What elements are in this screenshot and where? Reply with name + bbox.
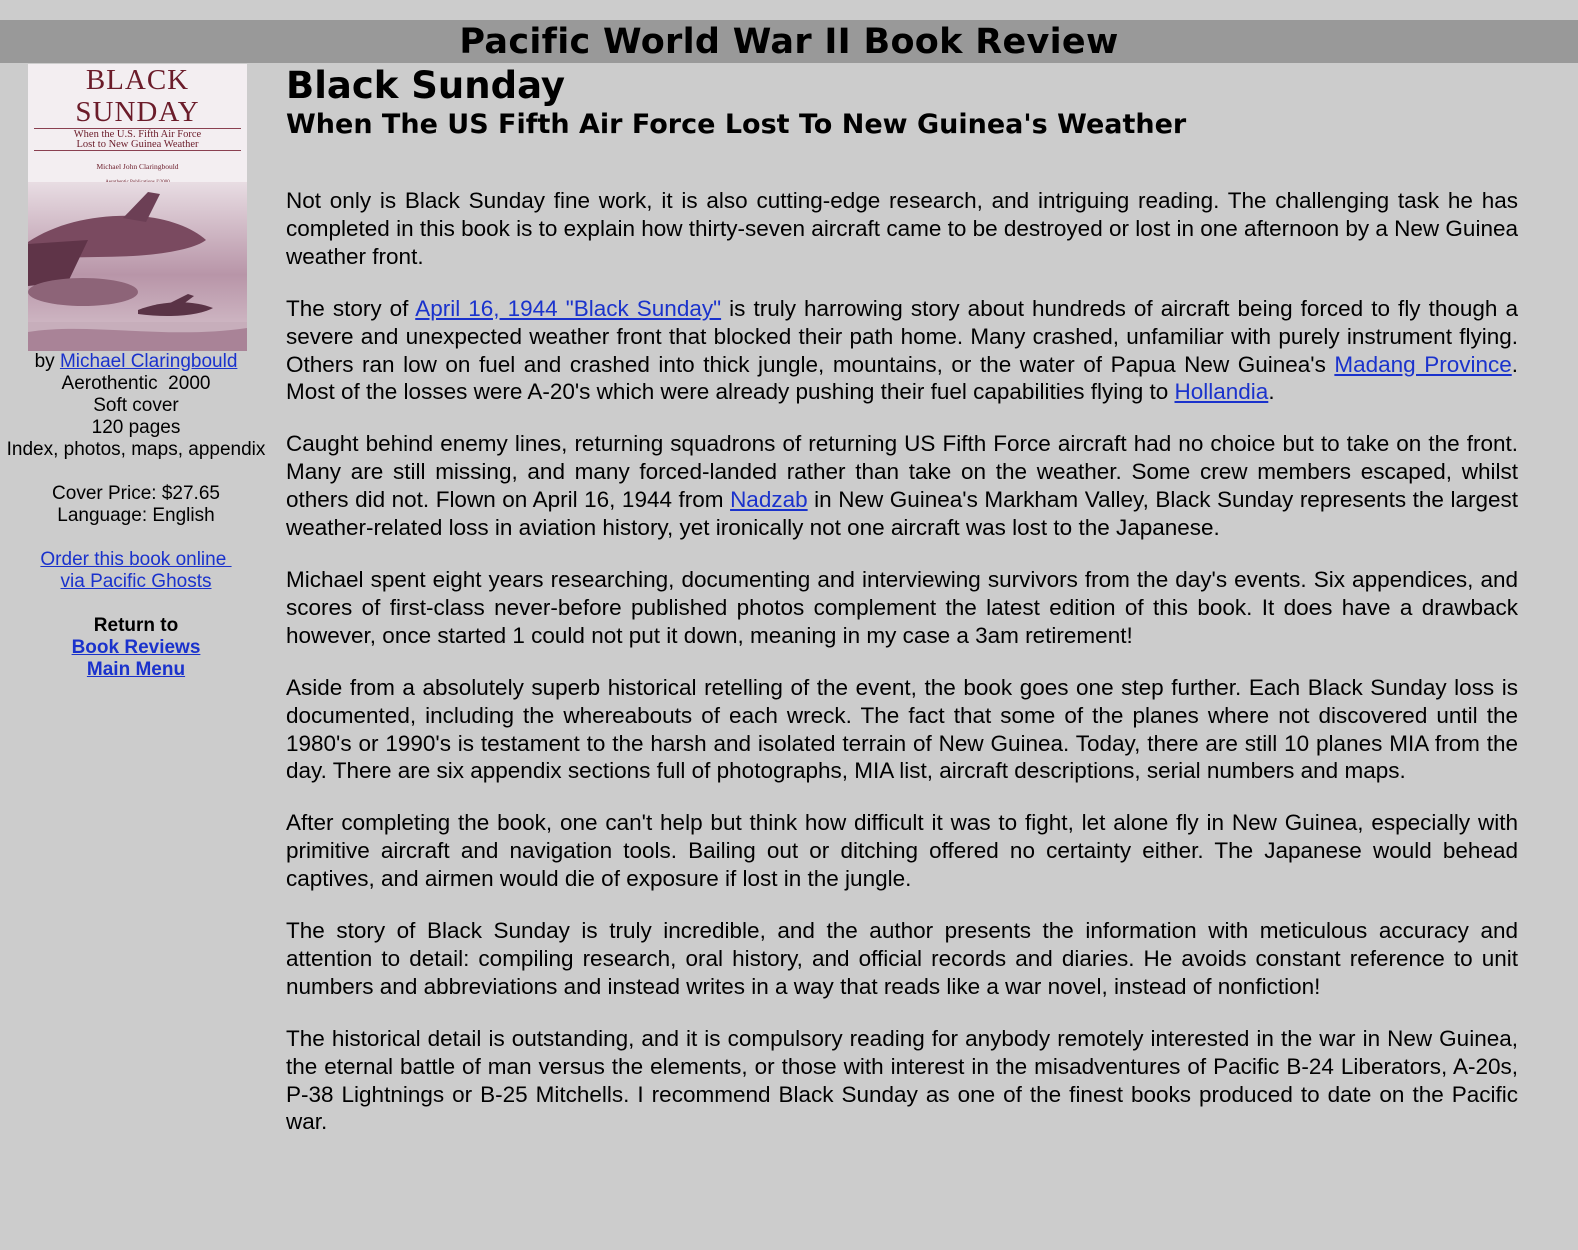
cover-subtitle	[28, 130, 247, 150]
cover-title-line2: SUNDAY	[75, 96, 200, 128]
cover-subtitle-line2: Lost to New Guinea Weather	[76, 139, 199, 150]
review-paragraph-7: The story of Black Sunday is truly incredible, and the author presents the information with meticulous accuracy and attention to detail: compiling research, oral history, and official records and diaries. He avoids constant reference to unit numbers and abbreviations and instead writes in a way that reads like a war novel, instead of nonfiction!	[286, 918, 1518, 999]
book-reviews-link[interactable]: Book Reviews	[71, 637, 201, 658]
review-paragraph-1: Not only is Black Sunday fine work, it is also cutting-edge research, and intriguing reading. The challenging task he has completed in this book is to explain how thirty-seven aircraft came to be destroyed or lost in one afternoon by a New Guinea weather front.	[286, 188, 1518, 269]
book-language: Language: English	[57, 505, 215, 526]
hollandia-link[interactable]: Hollandia	[1174, 379, 1269, 405]
spacer	[0, 527, 272, 549]
by-label: by	[34, 351, 55, 372]
paragraph-text: .	[1268, 379, 1275, 405]
main-menu-link[interactable]: Main Menu	[86, 659, 186, 680]
madang-province-link[interactable]: Madang Province	[1334, 351, 1512, 377]
book-extras: Index, photos, maps, appendix	[6, 439, 266, 460]
cover-rule-bottom	[34, 150, 241, 151]
review-paragraph-3	[286, 430, 1518, 542]
review-paragraph-6: After completing the book, one can't help but think how difficult it was to fight, let alone fly in New Guinea, especially with primitive aircraft and navigation tools. Bailing out or ditching offered no certainty either. The Japanese would behead captives, and airmen would die of exposure if lost in the jungle.	[286, 810, 1518, 892]
review-paragraph-8: The historical detail is outstanding, and it is compulsory reading for anybody remotely interested in the war in New Guinea, the eternal battle of man versus the elements, or those with interest in the misadventures of Pacific B-24 Liberators, A-20s, P-38 Lightnings or B-25 Mitchells. I recommend Black Sunday as one of the finest books produced to date on the Pacific war.	[286, 1025, 1518, 1135]
book-cover-image	[28, 64, 247, 351]
cover-price: Cover Price: $27.65	[52, 483, 220, 504]
cover-title-line1: BLACK	[85, 64, 190, 96]
review-paragraph-4: Michael spent eight years researching, documenting and interviewing survivors from the day's events. Six appendices, and scores of first-class never-before published photos complement the latest edition of this book. It does have a drawback however, once started 1 could not put it down, meaning in my case a 3am retirement!	[286, 566, 1518, 648]
spacer	[0, 593, 272, 615]
book-format: Soft cover	[93, 395, 179, 416]
cover-aircraft-photo	[28, 182, 247, 351]
review-body	[286, 187, 1518, 1136]
book-sidebar	[0, 64, 272, 681]
page-count: 120 pages	[91, 417, 181, 438]
spacer	[0, 461, 272, 483]
review-paragraph-2	[286, 295, 1518, 407]
review-content	[286, 64, 1518, 1160]
paragraph-text: Caught behind enemy lines, returning squadrons of returning US Fifth Force aircraft had no choice but to take on the front. Many are still missing, and many forced-landed rather than take on the weather. Some crew members escaped, whilst others did not. Flown on April 16, 1944 from	[286, 431, 1518, 513]
paragraph-text: is truly harrowing story about hundreds of aircraft being forced to fly though a severe and unexpected weather front that blocked their path home. Many crashed, unfamiliar with purely instrument flying. Others ran low on fuel and crashed into thick jungle, mountains, or the water of Papua New Guinea's	[286, 295, 1519, 377]
site-title: Pacific World War II Book Review	[459, 22, 1119, 62]
paragraph-text: in New Guinea's Markham Valley, Black Sunday represents the largest weather-related loss in aviation history, yet ironically not one aircraft was lost to the Japanese.	[286, 487, 1519, 541]
order-link-line1[interactable]: Order this book online	[40, 549, 232, 570]
page-banner	[0, 20, 1578, 63]
return-label: Return to	[93, 615, 179, 636]
nadzab-link[interactable]: Nadzab	[730, 487, 808, 513]
order-link-line2[interactable]: via Pacific Ghosts	[60, 571, 212, 592]
paragraph-text: . Most of the losses were A-20's which were already pushing their fuel capabilities flying to	[286, 351, 1519, 405]
author-link[interactable]: Michael Claringbould	[59, 351, 238, 372]
order-book-link[interactable]	[0, 549, 272, 593]
paragraph-text: The story of	[286, 295, 416, 321]
review-paragraph-5: Aside from a absolutely superb historical retelling of the event, the book goes one step further. Each Black Sunday loss is documented, including the whereabouts of each wreck. The fact that some of the planes where not discovered until the 1980's or 1990's is testament to the harsh and isolated terrain of New Guinea. Today, there are still 10 planes MIA from the day. There are six appendix sections full of photographs, MIA list, aircraft descriptions, serial numbers and maps.	[286, 674, 1518, 784]
publisher-year: Aerothentic 2000	[61, 373, 211, 394]
review-title: Black Sunday	[286, 64, 566, 107]
black-sunday-date-link[interactable]: April 16, 1944 "Black Sunday"	[415, 295, 722, 321]
author-credit	[0, 351, 272, 373]
cover-subtitle-line1: When the U.S. Fifth Air Force	[73, 129, 202, 140]
review-subtitle: When The US Fifth Air Force Lost To New Guinea's Weather	[286, 109, 1187, 140]
cover-author: Michael John Claringbould	[96, 162, 179, 171]
